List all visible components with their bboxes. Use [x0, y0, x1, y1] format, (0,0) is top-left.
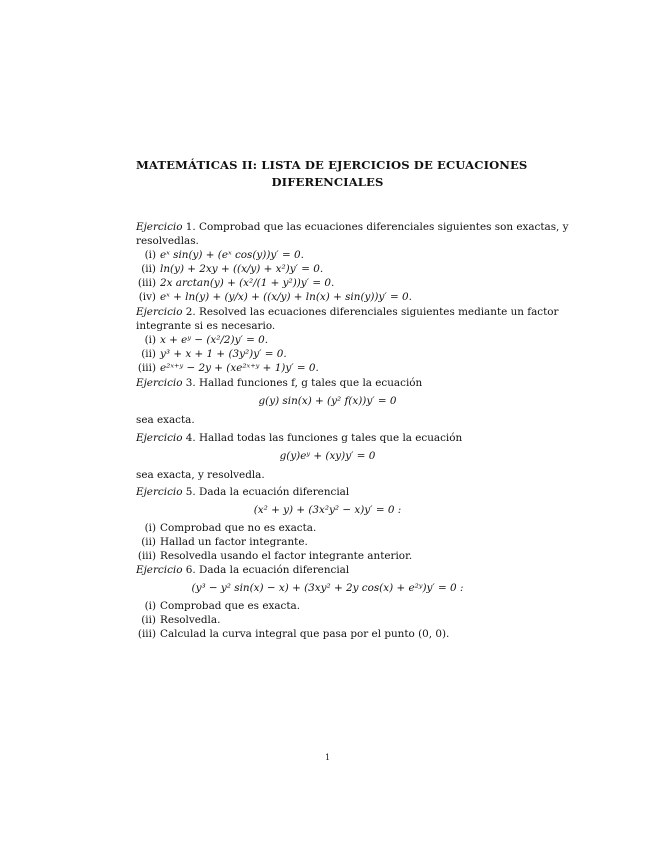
item-number: (i)	[144, 334, 156, 346]
exercise-2-statement	[136, 305, 559, 319]
document-title	[136, 157, 528, 191]
exercise-4-after: sea exacta, y resolvedla.	[136, 469, 265, 481]
equation: e²ˣ⁺ʸ − 2y + (xe²ˣ⁺ʸ + 1)y′ = 0.	[160, 362, 319, 374]
list-item	[136, 521, 519, 535]
exercise-text: Dada la ecuación diferencial	[195, 564, 350, 576]
exercise-number: 1.	[182, 221, 196, 233]
exercise-number: 3.	[182, 377, 196, 389]
exercise-3-statement	[136, 376, 519, 390]
exercise-1-statement-cont: resolvedlas.	[136, 235, 199, 247]
exercise-label: Ejercicio	[136, 432, 183, 444]
item-number: (iii)	[137, 550, 156, 562]
item-text: Resolvedla.	[160, 614, 221, 626]
exercise-label: Ejercicio	[136, 306, 183, 318]
list-item	[136, 627, 519, 641]
title-line-1: MATEMÁTICAS II: LISTA DE EJERCICIOS DE ECUACIONES	[136, 158, 528, 172]
item-number: (iii)	[137, 277, 156, 289]
exercise-5	[136, 485, 519, 563]
display-equation: g(y) sin(x) + (y² f(x))y′ = 0	[258, 395, 397, 407]
list-item	[136, 535, 519, 549]
exercise-number: 6.	[182, 564, 196, 576]
item-number: (i)	[144, 600, 156, 612]
list-item	[136, 248, 519, 262]
exercise-label: Ejercicio	[136, 564, 183, 576]
item-text: Calculad la curva integral que pasa por el punto (0, 0).	[160, 628, 450, 640]
item-number: (ii)	[141, 263, 156, 275]
list-item	[136, 347, 519, 361]
page-number: 1	[324, 753, 331, 762]
list-item	[136, 549, 519, 563]
exercise-number: 4.	[182, 432, 196, 444]
exercise-number: 5.	[182, 486, 196, 498]
item-text: Comprobad que es exacta.	[160, 600, 301, 612]
item-number: (i)	[144, 249, 156, 261]
item-number: (ii)	[141, 536, 156, 548]
display-equation: (x² + y) + (3x²y² − x)y′ = 0 :	[253, 504, 402, 516]
item-text: Hallad un factor integrante.	[160, 536, 308, 548]
display-equation: g(y)eʸ + (xy)y′ = 0	[279, 450, 376, 462]
equation: ln(y) + 2xy + ((x/y) + x²)y′ = 0.	[160, 263, 324, 275]
item-number: (iv)	[138, 291, 156, 303]
equation: 2x arctan(y) + (x²/(1 + y²))y′ = 0.	[160, 277, 335, 289]
equation: eˣ + ln(y) + (y/x) + ((x/y) + ln(x) + sin(y))y′ = 0.	[160, 291, 412, 303]
equation: x + eʸ − (x²/2)y′ = 0.	[160, 334, 269, 346]
item-number: (iii)	[137, 362, 156, 374]
equation: eˣ sin(y) + (eˣ cos(y))y′ = 0.	[160, 249, 304, 261]
exercise-text: Resolved las ecuaciones diferenciales siguientes mediante un factor	[195, 306, 559, 318]
item-number: (iii)	[137, 628, 156, 640]
exercise-number: 2.	[182, 306, 196, 318]
exercise-6-statement	[136, 563, 519, 577]
exercise-1	[136, 220, 569, 304]
list-item	[136, 599, 519, 613]
list-item	[136, 290, 519, 304]
exercise-6	[136, 563, 519, 641]
list-item	[136, 613, 519, 627]
exercise-text: Dada la ecuación diferencial	[195, 486, 350, 498]
list-item	[136, 276, 519, 290]
exercise-label: Ejercicio	[136, 486, 183, 498]
list-item	[136, 262, 519, 276]
exercise-text: Hallad todas las funciones g tales que la ecuación	[195, 432, 463, 444]
exercise-5-statement	[136, 485, 519, 499]
item-number: (ii)	[141, 348, 156, 360]
list-item	[136, 333, 519, 347]
exercise-1-statement	[136, 220, 569, 234]
exercise-2-statement-cont: integrante si es necesario.	[136, 320, 276, 332]
display-equation: (y³ − y² sin(x) − x) + (3xy² + 2y cos(x) + e²ʸ)y′ = 0 :	[191, 582, 464, 594]
item-number: (i)	[144, 522, 156, 534]
item-number: (ii)	[141, 614, 156, 626]
exercise-4-statement	[136, 431, 519, 445]
title-line-2: DIFERENCIALES	[271, 175, 384, 189]
item-text: Comprobad que no es exacta.	[160, 522, 317, 534]
exercise-text: Hallad funciones f, g tales que la ecuación	[195, 377, 423, 389]
exercise-label: Ejercicio	[136, 221, 183, 233]
exercise-3-after: sea exacta.	[136, 414, 195, 426]
exercise-label: Ejercicio	[136, 377, 183, 389]
list-item	[136, 361, 519, 375]
exercise-3	[136, 376, 519, 427]
exercise-text: Comprobad que las ecuaciones diferenciales siguientes son exactas, y	[195, 221, 569, 233]
equation: y³ + x + 1 + (3y²)y′ = 0.	[160, 348, 287, 360]
exercise-2	[136, 305, 559, 375]
exercise-4	[136, 431, 519, 482]
item-text: Resolvedla usando el factor integrante anterior.	[160, 550, 413, 562]
